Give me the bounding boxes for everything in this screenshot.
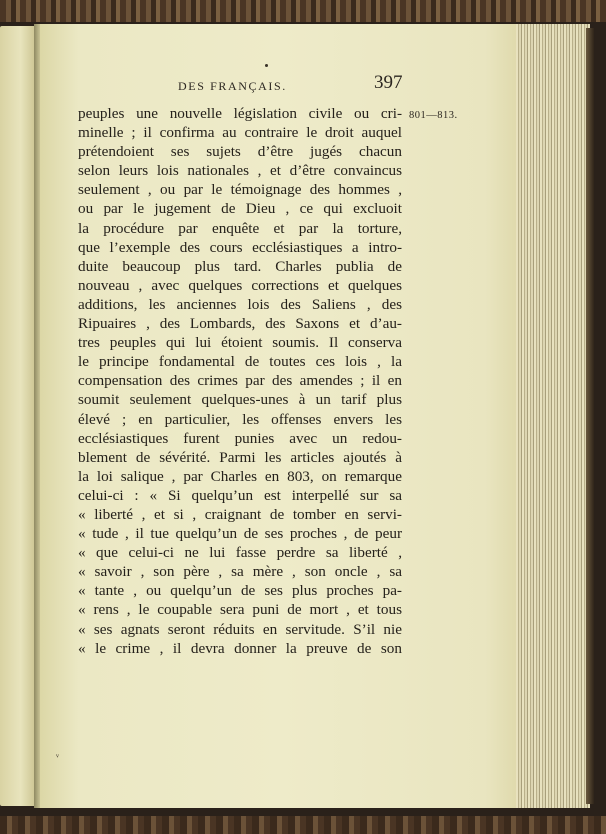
running-title: DES FRANÇAIS. xyxy=(178,79,287,93)
book-binding-top xyxy=(0,0,606,22)
book-binding-bottom xyxy=(0,816,606,834)
text-line: tres peuples qui lui étoient soumis. Il conserva xyxy=(78,334,402,352)
text-line: que l’exemple des cours ecclésiastiques a intro- xyxy=(78,238,402,256)
text-line: prétendoient ses sujets d’être jugés chacun xyxy=(78,143,402,161)
page-header xyxy=(0,72,606,102)
ink-speck xyxy=(265,64,268,67)
text-line: « liberté , et si , craignant de tomber en servi- xyxy=(78,505,402,523)
text-line: « le crime , il devra donner la preuve de son xyxy=(78,639,402,657)
text-line: Ripuaires , des Lombards, des Saxons et d’au- xyxy=(78,315,402,333)
text-line: additions, les anciennes lois des Saliens , des xyxy=(78,295,402,313)
cover-edge xyxy=(586,28,594,804)
text-line: seulement , ou par le témoignage des hommes , xyxy=(78,181,402,199)
marginal-date-note: 801—813. xyxy=(409,110,458,121)
text-line: « tude , il tue quelqu’un de ses proches , de peur xyxy=(78,525,402,543)
text-line: la procédure par enquête et par la torture, xyxy=(78,219,402,237)
page-block-edges xyxy=(516,24,590,808)
text-line: blement de sévérité. Parmi les articles ajoutés à xyxy=(78,448,402,466)
text-line: « tante , ou quelqu’un de ses plus proches pa- xyxy=(78,582,402,600)
text-line: selon leurs lois nationales , et d’être convaincus xyxy=(78,162,402,180)
text-line: minelle ; il confirma au contraire le droit auquel xyxy=(78,124,402,142)
text-line: « rens , le coupable sera puni de mort , et tous xyxy=(78,601,402,619)
text-line: élevé ; en particulier, les offenses envers les xyxy=(78,410,402,428)
text-line: compensation des crimes par des amendes ; il en xyxy=(78,372,402,390)
margin-mark: ᵛ xyxy=(56,752,59,763)
text-line: la loi salique , par Charles en 803, on remarque xyxy=(78,467,402,485)
text-line: ecclésiastiques furent punies avec un redou- xyxy=(78,429,402,447)
text-line: « ses agnats seront réduits en servitude. S’il nie xyxy=(78,620,402,638)
text-line: « savoir , son père , sa mère , son oncle , sa xyxy=(78,563,402,581)
text-line: le principe fondamental de toutes ces lois , la xyxy=(78,353,402,371)
text-line: soumit seulement quelques-unes à un tarif plus xyxy=(78,391,402,409)
body-text xyxy=(78,104,402,658)
left-page-edge xyxy=(0,26,34,806)
text-line: celui-ci : « Si quelqu’un est interpellé sur sa xyxy=(78,486,402,504)
text-line: nouveau , avec quelques corrections et quelques xyxy=(78,276,402,294)
text-line: peuples une nouvelle législation civile ou cri- xyxy=(78,105,402,122)
text-line: duite beaucoup plus tard. Charles publia de xyxy=(78,257,402,275)
text-line: « que celui-ci ne lui fasse perdre sa liberté , xyxy=(78,544,402,562)
text-line: ou par le jugement de Dieu , ce qui excluoit xyxy=(78,200,402,218)
page-number: 397 xyxy=(374,72,403,93)
